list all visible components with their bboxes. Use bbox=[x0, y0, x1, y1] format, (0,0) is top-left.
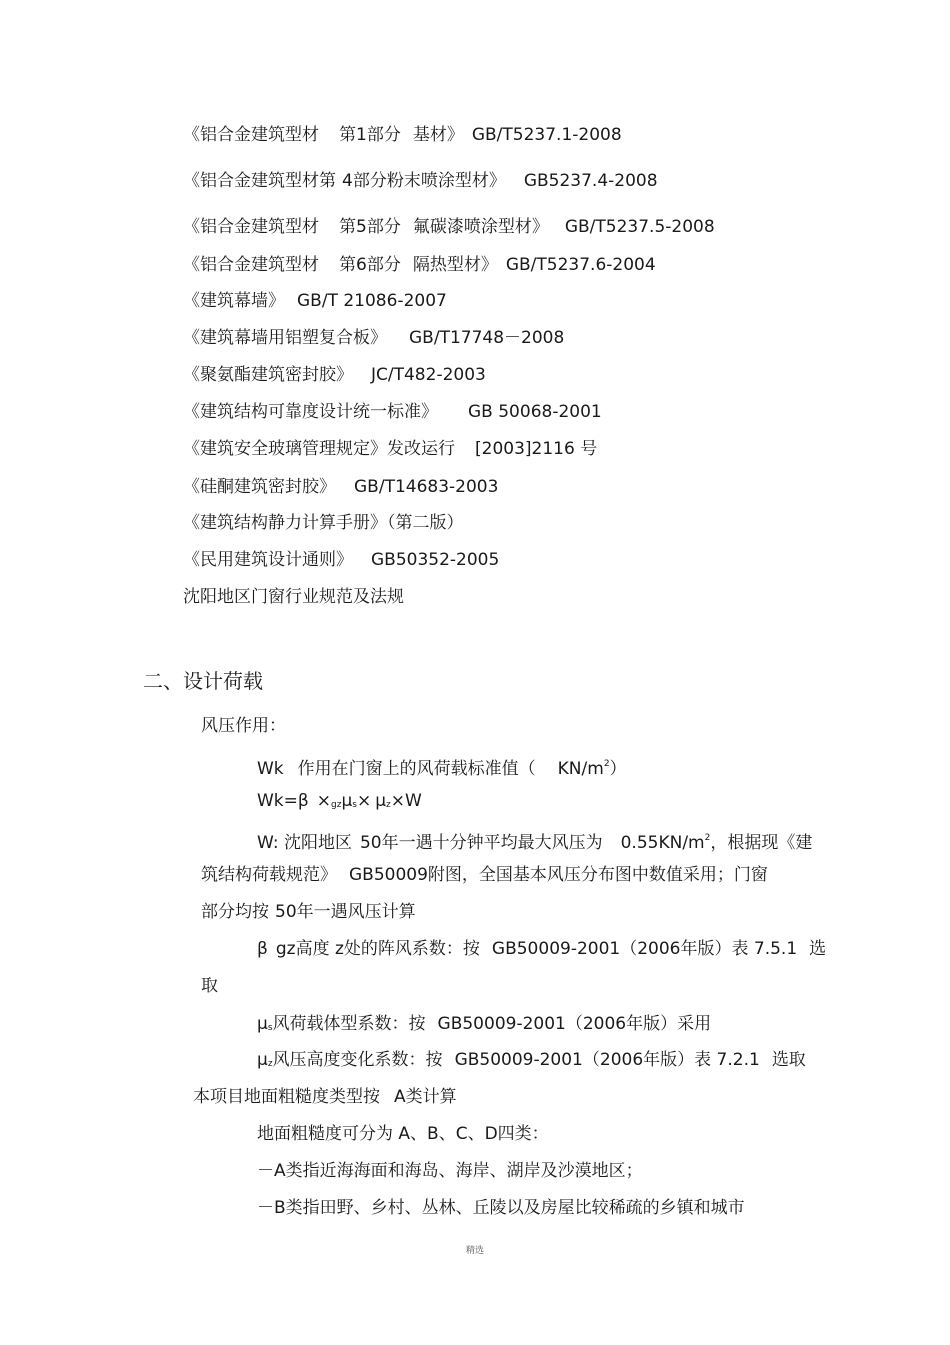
w0-line-2: 筑结构荷载规范》 GB50009附图，全国基本风压分布图中数值采用；门窗 bbox=[201, 865, 768, 885]
roughness-line: 地面粗糙度可分为 A、B、C、D四类： bbox=[257, 1124, 549, 1144]
roughness-a: －A类指近海海面和海岛、海岸、湖岸及沙漠地区； bbox=[257, 1161, 643, 1181]
w0-line-3: 部分均按 50年一遇风压计算 bbox=[201, 902, 416, 922]
w0-line-1: W: 沈阳地区 50年一遇十分钟平均最大风压为 $0.55KN/m^2$，根据现《建 bbox=[257, 833, 813, 853]
reference-item: 《铝合金建筑型材 第5部分 氟碳漆喷涂型材》 GB/T5237.5-2008 bbox=[183, 217, 715, 237]
reference-item: 《建筑幕墙》 GB/T 21086-2007 bbox=[183, 291, 447, 311]
reference-item: 《硅酮建筑密封胶》 GB/T14683-2003 bbox=[183, 477, 499, 497]
reference-item: 《铝合金建筑型材 第1部分 基材》 GB/T5237.1-2008 bbox=[183, 125, 622, 145]
reference-item: 《建筑结构静力计算手册》（第二版） bbox=[183, 513, 464, 533]
wk-definition: Wk 作用在门窗上的风荷载标准值（ $KN/m^2$） bbox=[257, 759, 627, 779]
reference-item: 《建筑结构可靠度设计统一标准》 GB 50068-2001 bbox=[183, 402, 602, 422]
section-title: 二、设计荷载 bbox=[143, 669, 263, 693]
wind-heading: 风压作用： bbox=[201, 716, 286, 736]
beta-gz-line-2: 取 bbox=[201, 976, 218, 996]
roughness-b: －B类指田野、乡村、丛林、丘陵以及房屋比较稀疏的乡镇和城市 bbox=[257, 1198, 745, 1218]
reference-item: 《民用建筑设计通则》 GB50352-2005 bbox=[183, 550, 500, 570]
reference-item: 《铝合金建筑型材 第6部分 隔热型材》 GB/T5237.6-2004 bbox=[183, 255, 656, 275]
wind-load-formula: $Wk=\beta \times_{gz}\mu_s\times \mu_z\times W$ bbox=[257, 791, 422, 811]
mu-s-line: $\mu_s$风荷载体型系数：按 GB50009-2001（2006年版）采用 bbox=[257, 1014, 712, 1034]
beta-gz-line-1: β gz高度 z处的阵风系数：按 GB50009-2001（2006年版）表 7.5.1 选 bbox=[257, 939, 827, 959]
reference-item: 《铝合金建筑型材第 4部分粉末喷涂型材》 GB5237.4-2008 bbox=[183, 171, 658, 191]
mu-z-line-2: 本项目地面粗糙度类型按 A类计算 bbox=[193, 1087, 457, 1107]
page-footer: 精选 bbox=[465, 1246, 484, 1256]
reference-item: 《建筑安全玻璃管理规定》发改运行 [2003]2116 号 bbox=[183, 439, 598, 459]
reference-item: 沈阳地区门窗行业规范及法规 bbox=[183, 587, 404, 607]
reference-item: 《聚氨酯建筑密封胶》 JC/T482-2003 bbox=[183, 365, 486, 385]
mu-z-line-1: $\mu_z$风压高度变化系数：按 GB50009-2001（2006年版）表 7.2.1 选取 bbox=[257, 1050, 806, 1070]
reference-item: 《建筑幕墙用铝塑复合板》 GB/T17748－2008 bbox=[183, 328, 565, 348]
